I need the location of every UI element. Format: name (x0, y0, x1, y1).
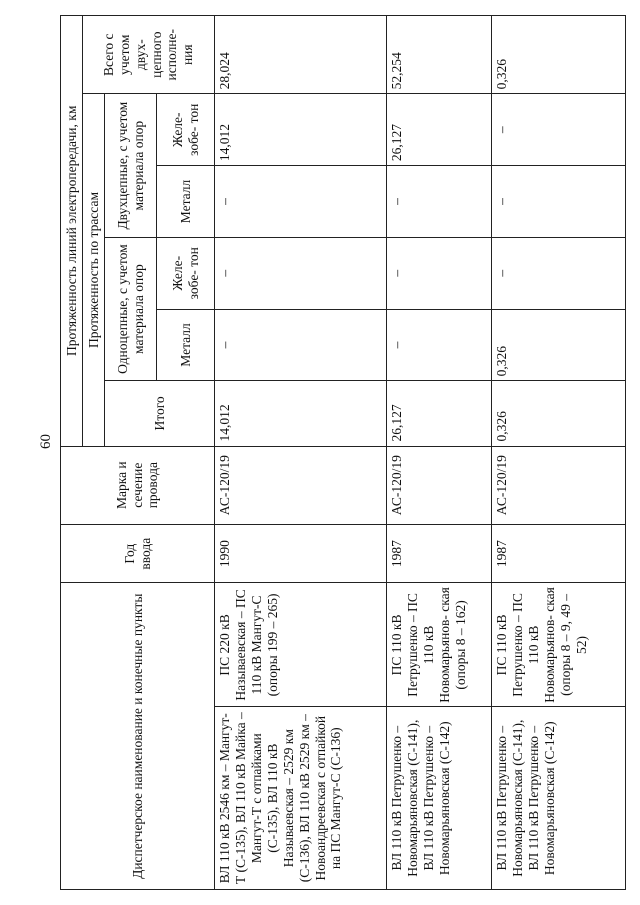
cell-double-total: 0,326 (492, 16, 626, 94)
header-single-concrete: Желе- зобе- тон (157, 237, 215, 309)
cell-single-metal: 0,326 (492, 309, 626, 381)
cell-line-name: ВЛ 110 кВ Петрушенко – Новомарьяновская (С-141), ВЛ 110 кВ Петрушенко – Новомарьяновская (С-142) (387, 707, 492, 890)
cell-total: 0,326 (492, 381, 626, 446)
cell-total: 26,127 (387, 381, 492, 446)
cell-double-metal: – (492, 166, 626, 238)
header-double-concrete: Желе- зобе- тон (157, 94, 215, 166)
cell-year: 1990 (215, 524, 387, 583)
header-wire: Марка и сечение провода (61, 446, 215, 524)
cell-year: 1987 (492, 524, 626, 583)
cell-total: 14,012 (215, 381, 387, 446)
table-row (387, 16, 492, 890)
header-total: Итого (105, 381, 215, 446)
header-year: Год ввода (61, 524, 215, 583)
header-double-metal: Металл (157, 166, 215, 238)
cell-double-concrete: 26,127 (387, 94, 492, 166)
rotated-table-wrapper (60, 15, 625, 890)
power-lines-table (60, 15, 626, 890)
table-row (492, 16, 626, 890)
header-double: Двухцепные, с учетом материала опор (105, 94, 157, 237)
cell-double-metal: – (387, 166, 492, 238)
cell-single-concrete: – (492, 237, 626, 309)
cell-double-concrete: – (492, 94, 626, 166)
cell-year: 1987 (387, 524, 492, 583)
cell-end-points: ПС 110 кВ Петрушенко – ПС 110 кВ Новомарьянов- ская (опоры 8 – 9, 49 – 52) (492, 583, 626, 707)
cell-line-name: ВЛ 110 кВ 2546 км – Мангут-Т (С-135), ВЛ 110 кВ Майка – Мангут-Т с отпайками (С-135), ВЛ 110 кВ Называевская – 2529 км (С-136), ВЛ 110 кВ 2529 км – Новоандреевская с отпайкой на ПС Мангут-С (С-136) (215, 707, 387, 890)
cell-line-name: ВЛ 110 кВ Петрушенко – Новомарьяновская (С-141), ВЛ 110 кВ Петрушенко – Новомарьяновская (С-142) (492, 707, 626, 890)
cell-single-metal: – (215, 309, 387, 381)
cell-end-points: ПС 220 кВ Называевская – ПС 110 кВ Мангут-С (опоры 199 – 265) (215, 583, 387, 707)
cell-single-metal: – (387, 309, 492, 381)
header-single-metal: Металл (157, 309, 215, 381)
page-number: 60 (38, 434, 54, 449)
cell-single-concrete: – (215, 237, 387, 309)
cell-double-total: 52,254 (387, 16, 492, 94)
cell-single-concrete: – (387, 237, 492, 309)
cell-double-concrete: 14,012 (215, 94, 387, 166)
cell-wire: АС-120/19 (215, 446, 387, 524)
table-row (215, 16, 387, 890)
header-routes-group: Протяженность по трассам (83, 94, 105, 446)
cell-end-points: ПС 110 кВ Петрушенко – ПС 110 кВ Новомарьянов- ская (опоры 8 – 162) (387, 583, 492, 707)
cell-wire: АС-120/19 (492, 446, 626, 524)
header-name: Диспетчерское наименование и конечные пункты (61, 583, 215, 890)
header-double-total: Всего с учетом двух- цепного исполне- ния (83, 16, 215, 94)
header-length-group: Протяженность линий электропередачи, км (61, 16, 83, 447)
cell-double-total: 28,024 (215, 16, 387, 94)
cell-double-metal: – (215, 166, 387, 238)
header-single: Одноцепные, с учетом материала опор (105, 237, 157, 380)
cell-wire: АС-120/19 (387, 446, 492, 524)
